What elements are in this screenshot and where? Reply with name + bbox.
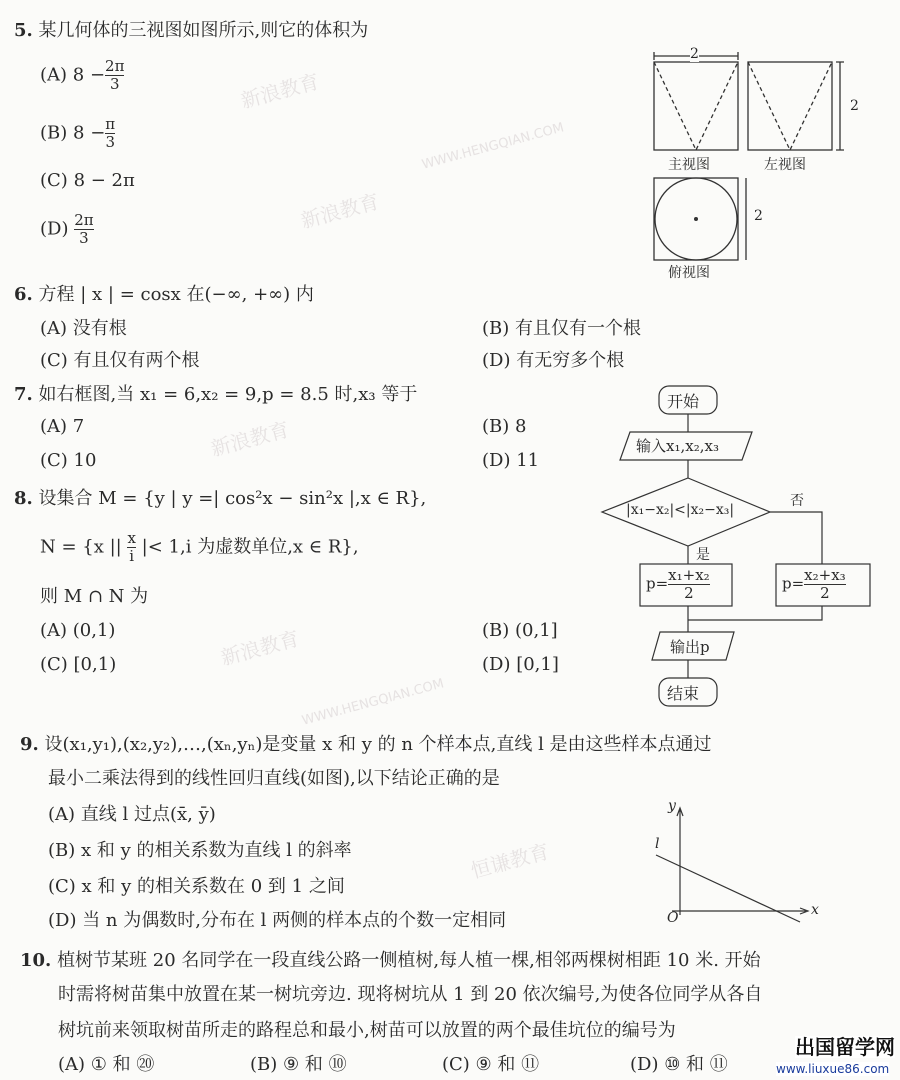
option-c: (C) ⑨ 和 ⑪	[442, 1054, 540, 1075]
option-b: (B) ⑨ 和 ⑩	[250, 1054, 347, 1075]
watermark: WWW.HENGQIAN.COM	[420, 120, 566, 173]
yes-label: 是	[696, 547, 710, 563]
option-a: (A) 没有根	[40, 318, 127, 339]
condition-label: |x₁−x₂|<|x₂−x₃|	[626, 502, 735, 518]
no-formula: p= $\frac{\text{x₂+x₃}}{2}$	[782, 566, 846, 602]
option-a: (A) 直线 l 过点(x̄, ȳ)	[48, 804, 216, 825]
watermark: 恒谦教育	[468, 839, 552, 883]
option-d: (D) 11	[482, 450, 540, 471]
question-10-line2: 时需将树苗集中放置在某一树坑旁边. 现将树坑从 1 到 20 依次编号,为使各位同学从各自	[58, 984, 763, 1005]
option-a: (A) 7	[40, 416, 85, 437]
option-b: (B) 有且仅有一个根	[482, 318, 641, 339]
y-axis-label: y	[668, 798, 676, 814]
question-9-stem2: 最小二乘法得到的线性回归直线(如图),以下结论正确的是	[48, 768, 500, 789]
option-a: (A) (0,1)	[40, 620, 116, 641]
line-label: l	[655, 836, 660, 852]
question-8-ask: 则 M ∩ N 为	[40, 586, 149, 607]
question-7: 7. 如右框图,当 x₁ = 6,x₂ = 9,p = 8.5 时,x₃ 等于	[14, 384, 418, 405]
dimension-label: 2	[690, 46, 699, 62]
no-label: 否	[790, 493, 804, 509]
option-a: (A) ① 和 ⑳	[58, 1054, 155, 1075]
front-view-label: 主视图	[668, 157, 710, 173]
option-d: (D) 当 n 为偶数时,分布在 l 两侧的样本点的个数一定相同	[48, 910, 507, 931]
option-c: (C) 10	[40, 450, 97, 471]
output-label: 输出p	[670, 638, 710, 656]
question-6: 6. 方程 | x | = cosx 在(−∞, +∞) 内	[14, 284, 314, 305]
question-5: 5. 某几何体的三视图如图所示,则它的体积为	[14, 20, 369, 41]
set-n-definition: N = {x || $\frac{x}{i}$ |< 1,i 为虚数单位,x ∈ R},	[40, 529, 359, 565]
plan-view-label: 俯视图	[668, 265, 710, 281]
watermark: 新浪教育	[298, 189, 382, 233]
start-label: 开始	[667, 392, 700, 411]
option-b: (B) x 和 y 的相关系数为直线 l 的斜率	[48, 840, 352, 861]
option-c: (C) 有且仅有两个根	[40, 350, 200, 371]
option-d: (D) $\frac{2\pi}{3}$	[40, 211, 94, 247]
watermark: 新浪教育	[238, 69, 322, 113]
x-axis	[672, 908, 808, 914]
site-url[interactable]: www.liuxue86.com	[776, 1062, 890, 1076]
question-9: 9. 设(x₁,y₁),(x₂,y₂),…,(xₙ,yₙ)是变量 x 和 y 的 n 个样本点,直线 l 是由这些样本点通过	[20, 734, 712, 755]
front-view	[654, 62, 738, 150]
option-b: (B) (0,1]	[482, 620, 558, 641]
option-c: (C) 8 − 2π	[40, 170, 135, 191]
question-10: 10. 植树节某班 20 名同学在一段直线公路一侧植树,每人植一棵,相邻两棵树相距 10 米. 开始	[20, 950, 761, 971]
yes-formula: p= $\frac{\text{x₁+x₂}}{2}$	[646, 566, 710, 602]
plan-view	[654, 178, 738, 260]
origin-label: O	[667, 910, 679, 926]
site-logo: 出国留学网	[795, 1035, 895, 1059]
option-d: (D) [0,1]	[482, 654, 559, 675]
option-b: (B) 8 − $\frac{\pi}{3}$	[40, 115, 116, 151]
side-view-label: 左视图	[764, 157, 806, 173]
watermark: 新浪教育	[218, 626, 302, 670]
watermark: 新浪教育	[208, 417, 292, 461]
option-d: (D) ⑩ 和 ⑪	[630, 1054, 728, 1075]
y-axis	[677, 808, 683, 915]
option-b: (B) 8	[482, 416, 527, 437]
option-c: (C) [0,1)	[40, 654, 117, 675]
x-axis-label: x	[811, 902, 819, 918]
watermark: WWW.HENGQIAN.COM	[300, 676, 446, 729]
option-d: (D) 有无穷多个根	[482, 350, 625, 371]
question-8: 8. 设集合 M = {y | y =| cos²x − sin²x |,x ∈ R},	[14, 488, 427, 509]
input-label: 输入x₁,x₂,x₃	[636, 437, 719, 455]
option-a: (A) 8 − $\frac{2\pi}{3}$	[40, 57, 125, 93]
side-view	[748, 62, 832, 150]
question-10-line3: 树坑前来领取树苗所走的路程总和最小,树苗可以放置的两个最佳坑位的编号为	[58, 1020, 676, 1041]
dimension-label: 2	[850, 98, 859, 114]
end-label: 结束	[667, 684, 700, 703]
dimension-label: 2	[754, 208, 763, 224]
option-c: (C) x 和 y 的相关系数在 0 到 1 之间	[48, 876, 345, 897]
